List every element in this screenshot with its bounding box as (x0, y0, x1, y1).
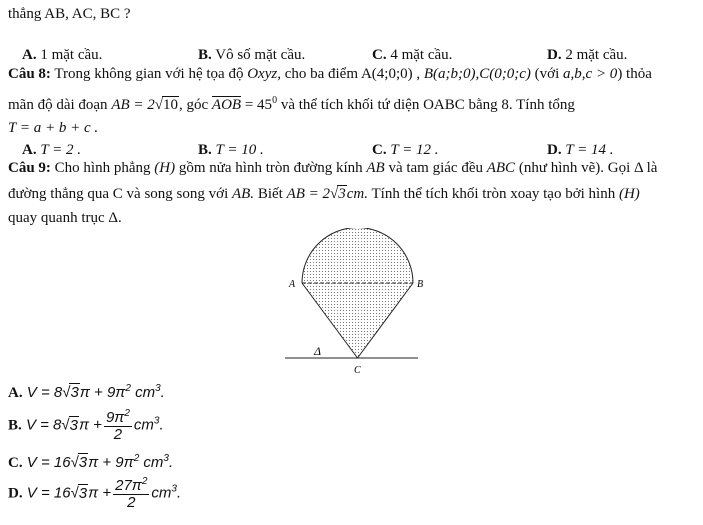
option-label: C. (372, 142, 387, 158)
q9-line-2: đường thẳng qua C và song song với AB. Biết AB = 2√3cm. Tính thể tích khối tròn xoay tạo bởi hình (H) (8, 186, 640, 202)
option-text: 1 mặt cầu. (40, 47, 103, 63)
numerator: 9π (105, 409, 125, 426)
option-text: 2 mặt cầu. (565, 47, 628, 63)
math-text: a,b,c > 0 (563, 66, 618, 82)
text: và tam giác đều (388, 160, 483, 176)
text: ) thỏa (617, 66, 652, 82)
option-text: T = 2 . (40, 142, 82, 158)
figure-semicircle-triangle (270, 228, 430, 380)
option-text: T = 14 . (565, 142, 614, 158)
option-label: D. (547, 47, 562, 63)
radicand: 10 (163, 97, 178, 113)
text: Trong không gian với hệ tọa độ (54, 66, 244, 82)
math-text: V = 8 (25, 416, 62, 434)
superscript: 0 (272, 95, 278, 106)
math-text: . (159, 416, 164, 434)
unit: cm (133, 416, 154, 434)
unit: cm. (346, 186, 368, 202)
text: gồm nửa hình tròn đường kính (178, 160, 363, 176)
unit: cm (135, 384, 156, 401)
math-text: (H) (618, 186, 640, 202)
q9-line-1 (8, 160, 657, 177)
prev-question-tail: thẳng AB, AC, BC ? (8, 6, 131, 22)
math-text: . (160, 384, 165, 401)
math-text: . (176, 484, 182, 502)
math-text: AB = 2 (286, 186, 331, 202)
option-label: C. (8, 455, 23, 471)
q7-option-a[interactable] (22, 47, 102, 64)
math-text: . (168, 454, 174, 471)
math-text: A(4;0;0) , (360, 66, 421, 82)
math-text: (H) (154, 160, 176, 176)
option-text: T = 10 . (215, 142, 264, 158)
text: (với (534, 66, 560, 82)
label-a: A (289, 279, 296, 290)
option-label: A. (22, 142, 37, 158)
question-label: Câu 9: (8, 160, 51, 176)
superscript: 3 (171, 483, 177, 495)
math-text: AB = 2 (111, 97, 155, 113)
option-label: D. (547, 142, 562, 158)
q8-option-b[interactable] (198, 142, 264, 159)
math-text: ABC (486, 160, 516, 176)
q7-option-b[interactable] (198, 47, 305, 64)
option-text: 4 mặt cầu. (390, 47, 453, 63)
math-text: Oxyz (247, 66, 278, 82)
superscript: 2 (133, 453, 140, 464)
option-label: A. (8, 385, 23, 401)
superscript: 2 (124, 408, 130, 419)
denominator: 2 (127, 493, 136, 511)
option-label: B. (198, 142, 212, 158)
q9-option-d[interactable]: D. V = 16√3π + $\frac{27\pi^2}{2}$ $cm^3$. (8, 476, 182, 511)
q9-option-a[interactable]: A. $V = 8√3\pi + 9\pi^2$ $cm^3$. (8, 383, 165, 401)
option-label: B. (198, 47, 212, 63)
math-text: π + (78, 416, 102, 434)
text: Biết (257, 186, 283, 202)
radicand: 3 (70, 384, 79, 401)
q8-line-1 (8, 66, 652, 83)
q7-option-c[interactable] (372, 47, 452, 64)
q8-option-c[interactable] (372, 142, 439, 159)
q8-option-d[interactable] (547, 142, 614, 159)
math-text: V = 8 (26, 384, 63, 401)
math-text: π + 9π (79, 384, 126, 401)
q9-option-c[interactable]: C. $V = 16√3\pi + 9\pi^2$ $cm^3$. (8, 453, 174, 471)
question-label: Câu 8: (8, 66, 51, 82)
text: , cho ba điểm (277, 66, 359, 82)
option-label: D. (8, 485, 23, 502)
denominator: 2 (113, 425, 123, 443)
label-delta: Δ (314, 344, 322, 358)
math-text: = 45 (244, 97, 273, 113)
math-text: V = 16 (26, 454, 71, 471)
text: mãn độ dài đoạn (8, 97, 108, 113)
superscript: 3 (163, 453, 169, 464)
radicand: 3 (78, 454, 88, 471)
math-text: π + (88, 484, 112, 502)
text: đường thẳng qua C và song song với (8, 186, 229, 202)
q8-option-a[interactable] (22, 142, 81, 159)
option-label: B. (8, 417, 22, 434)
unit: cm (143, 454, 164, 471)
numerator: 27π (115, 477, 142, 494)
q7-option-d[interactable] (547, 47, 627, 64)
q9-option-b[interactable]: B. V = 8√3π + $\frac{9\pi^2}{2}$ $cm^3$. (8, 408, 164, 443)
math-text: AB. (231, 186, 255, 202)
math-text: V = 16 (26, 484, 71, 502)
text: và thể tích khối tứ diện OABC bằng 8. Tính tổng (280, 97, 575, 113)
superscript: 2 (125, 383, 131, 394)
label-b: B (417, 279, 424, 290)
q8-line-2: mãn độ dài đoạn AB = 2√10, góc AOB = $45^0$ và thể tích khối tứ diện OABC bằng 8. Tính tổng (8, 95, 575, 113)
radicand: 3 (78, 484, 88, 502)
math-text: π + 9π (88, 454, 134, 471)
radicand: 3 (338, 186, 346, 202)
text: , góc (179, 97, 209, 113)
option-label: C. (372, 47, 387, 63)
q8-line-3: T = a + b + c . (8, 120, 99, 136)
angle-arc: AOB (211, 97, 242, 113)
option-label: A. (22, 47, 37, 63)
superscript: 2 (141, 476, 148, 487)
option-text: T = 12 . (390, 142, 439, 158)
math-text: AB (366, 160, 385, 176)
shaded-region (270, 228, 430, 380)
fraction (104, 409, 132, 443)
text: (như hình vẽ). Gọi Δ là (518, 160, 658, 176)
text: Cho hình phẳng (54, 160, 151, 176)
superscript: 3 (155, 383, 161, 394)
superscript: 3 (153, 415, 160, 427)
q9-line-3: quay quanh trục Δ. (8, 210, 122, 226)
radicand: 3 (69, 416, 78, 434)
unit: cm (151, 484, 172, 502)
math-text: B(a;b;0),C(0;0;c) (423, 66, 531, 82)
option-text: Vô số mặt cầu. (215, 47, 306, 63)
fraction (113, 477, 149, 511)
label-c: C (354, 365, 361, 376)
text: Tính thể tích khối tròn xoay tạo bởi hình (371, 186, 616, 202)
